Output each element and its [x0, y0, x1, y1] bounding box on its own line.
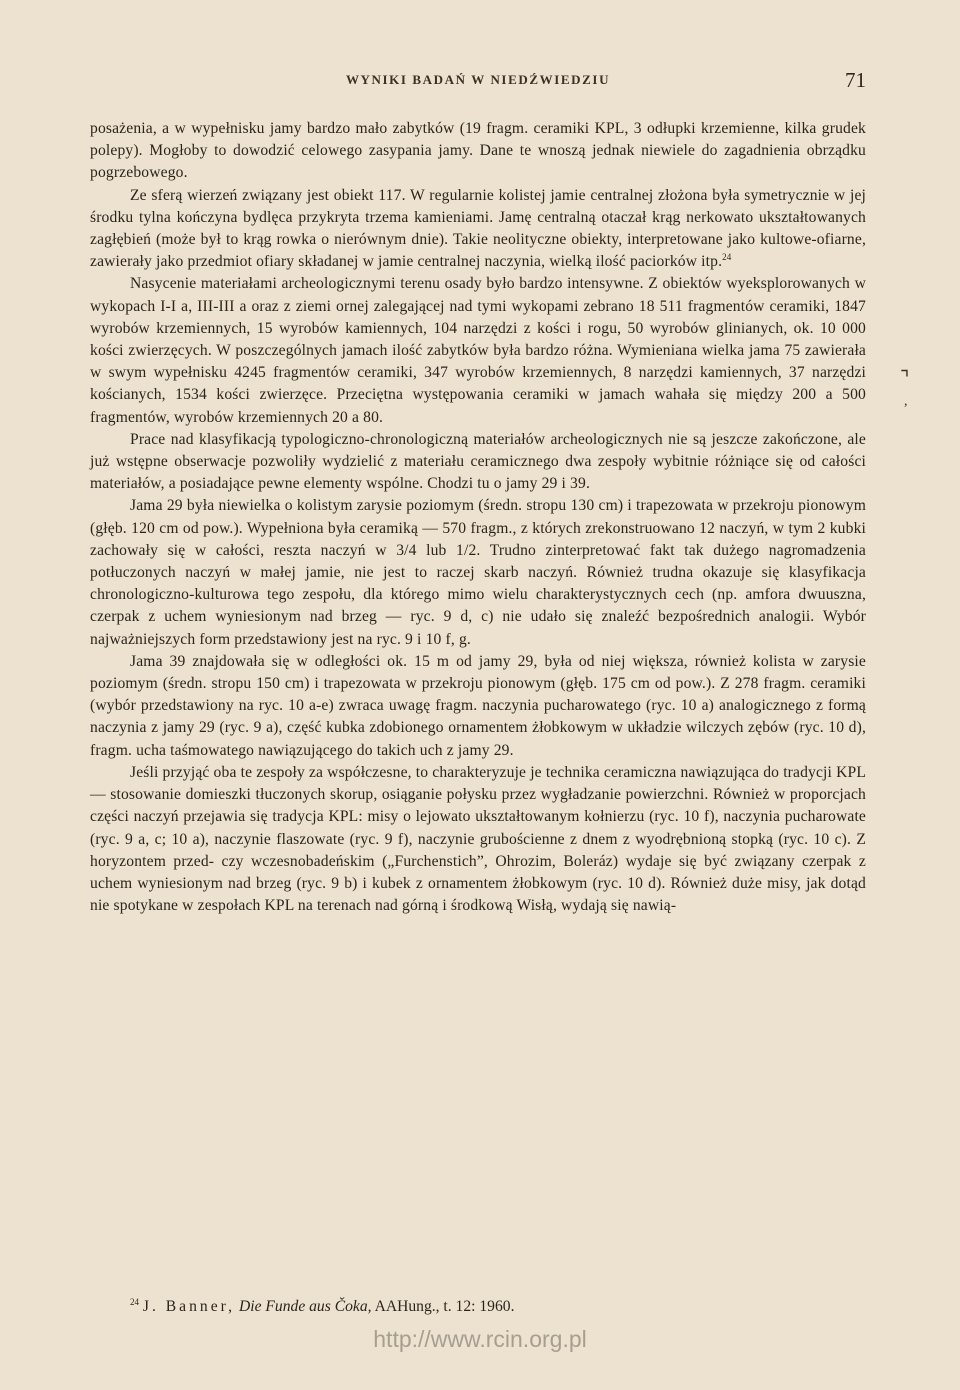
paragraph: Prace nad klasyfikacją typologiczno-chronologiczną materiałów archeologicznych nie są jeszcze zakończone, ale już wstępne obserwacje pozwoliły wydzielić z materiału ceramicznego dwa zespoły wybitnie różniące się od całości materiałów, a posiadające pewne elementy wspólne. Chodzi tu o jamy 29 i 39. [90, 430, 866, 493]
running-title: WYNIKI BADAŃ W NIEDŹWIEDZIU [345, 72, 611, 87]
footnote-work: Die Funde aus Čoka, [238, 1298, 372, 1315]
page-number: 71 [845, 68, 866, 92]
footnote-author: J. Banner, [142, 1298, 236, 1315]
paragraph: posażenia, a w wypełnisku jamy bardzo mało zabytków (19 fragm. ceramiki KPL, 3 odłupki krzemienne, kilka grudek polepy). Mogłoby to dowodzić celowego zasypania jamy. Dane te wnoszą jednak niewiele do zagadnienia obrządku pogrzebowego. [90, 120, 866, 182]
body-text [90, 118, 866, 917]
running-header [90, 68, 866, 96]
margin-comma-mark: , [904, 394, 908, 409]
footnote-ref: 24 [722, 252, 732, 263]
footnote [130, 1296, 866, 1318]
paragraph: Nasycenie materiałami archeologicznymi terenu osady było bardzo intensywne. Z obiektów wyeksplorowanych w wykopach I-I a, III-III a oraz z ziemi ornej zalegającej nad tymi wykopami zebrano 18 511 fragmentów ceramiki, 1847 wyrobów krzemiennych, 15 wyrobów kamiennych, 104 narzędzi z kości i rogu, 50 wyrobów glinianych, ok. 10 000 kości zwierzęcych. W poszczególnych jamach ilość zabytków była bardzo różna. Wymieniana wielka jama 75 zawierała w swym wypełnisku 4245 fragmentów ceramiki, 347 wyrobów krzemiennych, 8 narzędzi kamiennych, 37 narzędzi kościanych, 1534 kości zwierzęce. Przeciętna występowania ceramiki w jamach wahała się między 200 a 500 fragmentów, wyrobów krzemiennych 20 a 80. [90, 275, 866, 426]
paragraph: Jeśli przyjąć oba te zespoły za współczesne, to charakteryzuje je technika ceramiczna nawiązująca do tradycji KPL — stosowanie domieszki tłuczonych skorup, osiąganie połysku przez wygładzanie powierzchni. Również w proporcjach części naczyń przejawia się tradycja KPL: misy o lejowato ukształtowanym kołnierzu (ryc. 10 f), naczynia pucharowate (ryc. 9 a, c; 10 a), naczynie flaszowate (ryc. 9 f), naczynie grubościenne z dnem z wyodrębnioną stopką (ryc. 10 c). Z horyzontem przed- czy wczesnobadeńskim („Furchenstich”, Ohrozim, Boleráz) wydaje się być związany czerpak z uchem wyniesionym nad brzeg (ryc. 9 b) i kubek z ornamentem żłobkowym (ryc. 10 d). Również duże misy, jak dotąd nie spotykane w zespołach KPL na terenach nad górną i środkową Wisłą, wydają się nawią- [90, 763, 866, 915]
footnote-number: 24 [130, 1296, 139, 1307]
footnote-source: AAHung., t. 12: 1960. [374, 1298, 515, 1315]
margin-bracket-mark: ⌝ [900, 368, 910, 390]
paragraph: Jama 29 była niewielka o kolistym zarysie poziomym (średn. stropu 130 cm) i trapezowata w przekroju pionowym (głęb. 120 cm od pow.). Wypełniona była ceramiką — 570 fragm., z których zrekonstruowano 12 naczyń, w tym 2 kubki zachowały się w całości, reszta naczyń w 3/4 lub 1/2. Trudno zinterpretować fakt tak dużego nagromadzenia potłuczonych naczyń w małej jamie, nie jest to raczej skarb naczyń. Również trudna okazuje się klasyfikacja chronologiczno-kulturowa tego zespołu, dla którego mimo wielu charakterystycznych cech (np. amfora dwuuszna, czerpak z uchem wyniesionym nad brzeg — ryc. 9 d, c) nie udało się znaleźć bezpośrednich analogii. Wybór najważniejszych form przedstawiony jest na ryc. 9 i 10 f, g. [90, 497, 866, 648]
watermark-link[interactable]: http://www.rcin.org.pl [373, 1326, 587, 1352]
paragraph: Ze sferą wierzeń związany jest obiekt 117. W regularnie kolistej jamie centralnej złożona była symetrycznie w jej środku tylna kończyna bydlęca przykryta trzema kamieniami. Jamę centralną otaczał krąg nerkowato ukształtowanych zagłębień (może był to krąg rowka o nierównym dnie). Takie neolityczne obiekty, interpretowane jako kultowe-ofiarne, zawierały jako przedmiot ofiary składanej w jamie centralnej naczynia, wielką ilość paciorków itp.$^{24}$ [90, 186, 866, 271]
paragraph: Jama 39 znajdowała się w odległości ok. 15 m od jamy 29, była od niej większa, również kolista w zarysie poziomym (średn. stropu 150 cm) i trapezowata w przekroju pionowym (głęb. 175 cm od pow.). Z 278 fragm. ceramiki (wybór przedstawiony na ryc. 10 a-e) zwraca uwagę fragm. naczynia pucharowatego (ryc. 10 a) analogicznego z formą naczynia z jamy 29 (ryc. 9 a), część kubka zdobionego ornamentem żłobkowym w układzie wilczych zębów (ryc. 10 d), fragm. ucha taśmowatego nawiązującego do takich uch z jamy 29. [90, 652, 866, 759]
